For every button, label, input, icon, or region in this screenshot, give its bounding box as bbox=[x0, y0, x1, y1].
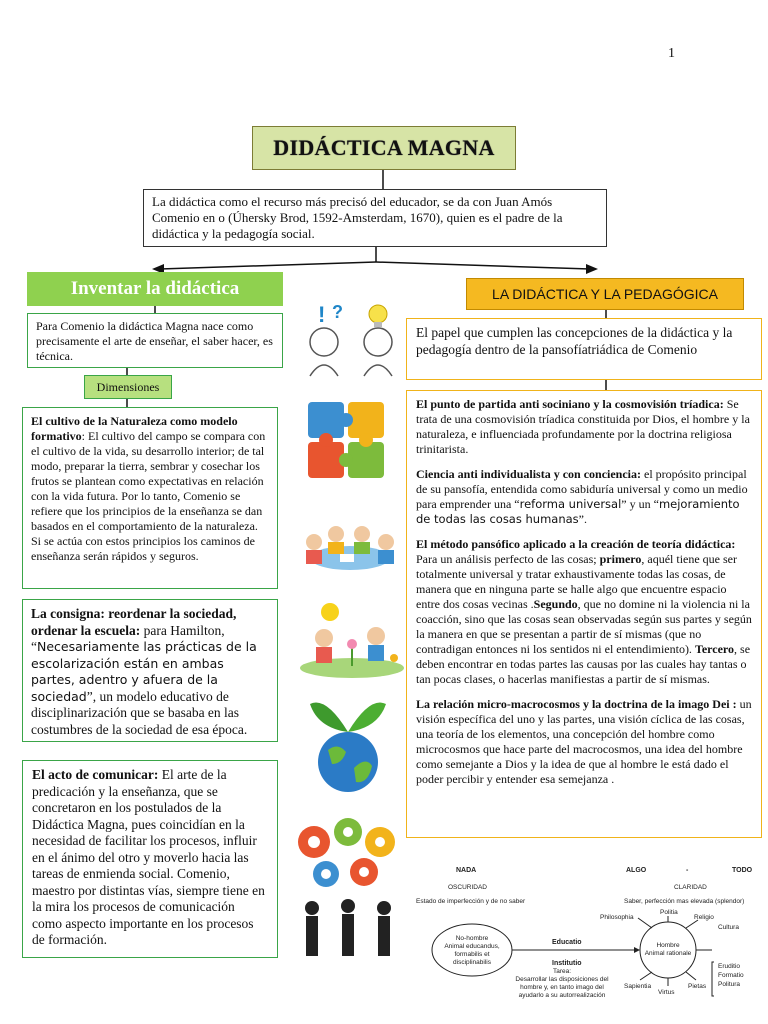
diagram-religio: Religio bbox=[694, 914, 714, 921]
diagram-dash: - bbox=[686, 867, 689, 874]
diagram-educatio: Educatio bbox=[552, 939, 582, 946]
gears-people-illustration bbox=[292, 812, 404, 960]
diagram-hombre-1: Hombre bbox=[656, 942, 680, 949]
metodo-heading: El método pansófico aplicado a la creación de teoría didáctica: bbox=[416, 537, 736, 551]
diagram-tarea-3: hombre y, en tanto imago del bbox=[520, 984, 604, 991]
comunicar-box bbox=[22, 760, 278, 958]
diagram-philosophia: Philosophia bbox=[600, 914, 634, 921]
cultivo-heading: El cultivo de la Naturaleza como modelo formativo bbox=[31, 414, 238, 443]
metodo-text-c: , que no domine ni la violencia ni la coacción, sino que las cosas sean observadas según sus partes y según la manera en que se presentan a partir de sí mismas (que no contradigan entonces ni los sentidos ni el entendimiento). bbox=[416, 597, 752, 656]
right-heading: LA DIDÁCTICA Y LA PEDAGÓGICA bbox=[466, 278, 744, 310]
segundo-label: Segundo bbox=[533, 597, 578, 611]
cosmovision-text: Se trata de una cosmovisión tríadica constituida por Dios, el hombre y la naturaleza, e influenciada profundamente por la doctrina religiosa trinitarista. bbox=[416, 397, 750, 456]
svg-text:!: ! bbox=[318, 302, 326, 327]
imago-heading: La relación micro-macrocosmos y la doctrina de la imago Dei : bbox=[416, 697, 737, 711]
comunicar-heading: El acto de comunicar: bbox=[32, 767, 159, 782]
cosmovision-paragraph bbox=[416, 397, 752, 457]
definition-box bbox=[27, 313, 283, 368]
diagram-hombre-2: Animal rationale bbox=[644, 950, 692, 957]
diagram-sapientia: Sapientia bbox=[624, 983, 652, 990]
diagram-oscuridad: OSCURIDAD bbox=[448, 884, 488, 891]
diagram-nada: NADA bbox=[456, 867, 477, 874]
mejoramiento-quote: mejoramiento de todas las cosas humanas bbox=[416, 497, 740, 526]
metodo-text-d: , se deben encontrar en todas partes las causas por las cuales hay tantas o tan pocas clases, o hacerlas manifiestas a partir de sí mismas. bbox=[416, 642, 751, 686]
ciencia-paragraph bbox=[416, 467, 752, 527]
consigna-text-a: para Hamilton, “ bbox=[31, 622, 225, 654]
tercero-label: Tercero bbox=[694, 642, 735, 656]
diagram-algo: ALGO bbox=[626, 867, 647, 874]
svg-text:?: ? bbox=[332, 302, 343, 322]
summary-text: El papel que cumplen las concepciones de la didáctica y la pedagogía dentro de la pansofíatriádica de Comenio bbox=[416, 325, 733, 357]
comunicar-text: El arte de la predicación y la enseñanza, que se concretaron en los postulados de la Didáctica Magna, pues coincidían en la necesidad de facilitar los procesos, influir en el ánimo del otro y moverlo hacia las tareas de enmienda social. Comenio, maestro por distintas vías, siempre tiene en la mira los procesos de comunicación como aspecto importante en los procesos de formación. bbox=[32, 767, 265, 947]
cultivo-box bbox=[22, 407, 278, 589]
ciencia-text: el propósito principal de su pansofía, entendida como sabiduría universal y como un medio para emprender una “ bbox=[416, 467, 748, 511]
ciencia-end: ”. bbox=[578, 512, 587, 526]
diagram-saber: Saber, perfección mas elevada (splendor) bbox=[624, 898, 745, 905]
diagram-nohombre-2: Animal educandus, bbox=[444, 943, 500, 950]
puzzle-icon bbox=[302, 396, 390, 484]
pansofia-box bbox=[406, 390, 762, 838]
ciencia-mid: ” y un “ bbox=[621, 497, 659, 511]
diagram-institutio: Institutio bbox=[552, 960, 582, 967]
gardening-kids-illustration bbox=[296, 598, 408, 680]
metodo-text-a: Para un análisis perfecto de las cosas; bbox=[416, 552, 600, 566]
primero-label: primero bbox=[599, 552, 642, 566]
consigna-text-b: ”, un modelo educativo de disciplinarización que se basaba en las costumbres de la sociedad de esa época. bbox=[31, 688, 248, 737]
diagram-nohombre-4: disciplinabilis bbox=[453, 959, 491, 966]
diagram-politia: Politia bbox=[660, 909, 678, 916]
diagram-pietas: Pietas bbox=[688, 983, 707, 990]
diagram-tarea-4: ayudarlo a su autorrealización bbox=[518, 992, 606, 999]
cosmovision-heading: El punto de partida anti sociniano y la cosmovisión tríadica: bbox=[416, 397, 724, 411]
diagram-claridad: CLARIDAD bbox=[674, 884, 707, 891]
ciencia-heading: Ciencia anti individualista y con conciencia: bbox=[416, 467, 642, 481]
page-title: DIDÁCTICA MAGNA bbox=[252, 126, 516, 170]
classroom-illustration bbox=[294, 518, 406, 578]
imago-paragraph bbox=[416, 697, 752, 787]
diagram-virtus: Virtus bbox=[658, 989, 675, 996]
diagram-eruditio: Eruditio bbox=[718, 963, 741, 970]
diagram-nohombre-3: formabilis et bbox=[454, 951, 490, 958]
left-heading: Inventar la didáctica bbox=[27, 272, 283, 306]
page-number: 1 bbox=[668, 46, 675, 61]
dimensions-label: Dimensiones bbox=[84, 375, 172, 399]
diagram-tarea-1: Tarea: bbox=[552, 968, 572, 975]
diagram-nohombre-1: No-hombre bbox=[455, 935, 489, 942]
intro-box: La didáctica como el recurso más precisó del educador, se da con Juan Amós Comenio en o (Úhersky Brod, 1592-Amsterdam, 1670), quien es el padre de la didáctica y la pedagogía social. bbox=[143, 189, 607, 247]
consigna-box bbox=[22, 599, 278, 742]
consigna-quote: Necesariamente las prácticas de la escolarización están en ambas partes, adentro y afuera de la sociedad bbox=[31, 639, 257, 704]
summary-box bbox=[406, 318, 762, 380]
cultivo-text: : El cultivo del campo se compara con el cultivo de la vida, su desarrollo interior; de tal modo, preparar la tierra, sembrar y cosechar los frutos se plantean como expectativas en relación con la vida futura. Por lo tanto, Comenio se refiere que los principios de la enseñanza se dan basados en el comportamiento de la naturaleza. Si se actúa con estos principios los caminos de enseñanza serán rápidos y seguros. bbox=[31, 429, 266, 563]
reforma-quote: reforma universal bbox=[519, 497, 622, 511]
comenius-diagram bbox=[412, 862, 762, 1008]
metodo-text-b: , aquél tiene que ser totalmente universal y tratar exhaustivamente todas las cosas, de manera que en ninguna parte se halle algo que encuentre espacio entre dos cosas vecinas . bbox=[416, 552, 737, 611]
diagram-tarea-2: Desarrollar las disposiciones del bbox=[515, 976, 609, 983]
imago-text: un visión específica del uno y las partes, una visión cíclica de las cosas, una teoría de los elementos, una concepción del hombre como microcosmos que hace parte del macrocosmos, una idea del hombre como semejante a Dios y la idea de que al hombre le está dado el poder percibir y entender esa semejanza . bbox=[416, 697, 752, 786]
definition-text: Para Comenio la didáctica Magna nace como precisamente el arte de enseñar, el saber hacer, es técnica. bbox=[36, 319, 273, 363]
diagram-formatio: Formatio bbox=[718, 972, 744, 979]
consigna-heading: La consigna: reordenar la sociedad, ordenar la escuela: bbox=[31, 606, 237, 638]
diagram-cultura: Cultura bbox=[718, 924, 739, 931]
thinking-kids-illustration bbox=[296, 298, 406, 378]
metodo-paragraph bbox=[416, 537, 752, 687]
earth-plant-icon bbox=[306, 692, 390, 794]
diagram-todo: TODO bbox=[732, 867, 753, 874]
diagram-estado: Estado de imperfección y de no saber bbox=[416, 898, 526, 905]
diagram-politura: Politura bbox=[718, 981, 741, 988]
